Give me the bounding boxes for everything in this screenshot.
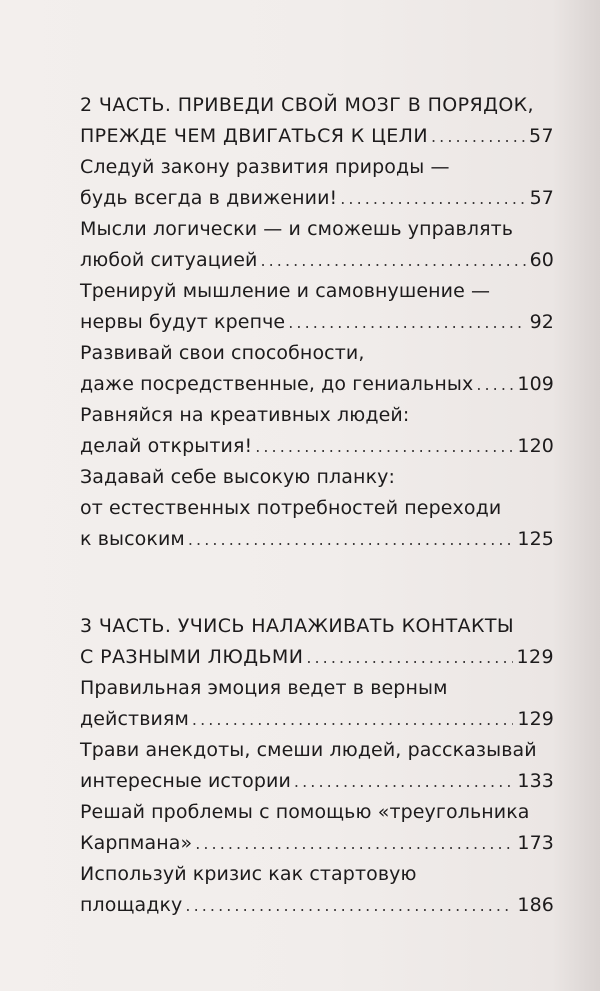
entry-text: любой ситуацией bbox=[80, 249, 258, 271]
page-number: 92 bbox=[529, 311, 554, 333]
entry-line bbox=[80, 524, 554, 555]
toc-entry bbox=[80, 152, 554, 214]
page-number: 60 bbox=[529, 249, 554, 271]
entry-text: действиям bbox=[80, 708, 189, 730]
dot-leader bbox=[340, 183, 525, 214]
entry-line bbox=[80, 431, 554, 462]
table-of-contents bbox=[80, 90, 554, 921]
entry-line bbox=[80, 183, 554, 214]
page-number: 125 bbox=[517, 528, 554, 550]
page-number: 186 bbox=[517, 894, 554, 916]
entry-text: Тренируй мышление и самовнушение — bbox=[80, 280, 491, 302]
part3-title-text: 3 ЧАСТЬ. УЧИСЬ НАЛАЖИВАТЬ КОНТАКТЫ bbox=[80, 615, 515, 637]
page-number: 57 bbox=[529, 125, 554, 147]
entry-line bbox=[80, 338, 554, 369]
dot-leader bbox=[288, 307, 525, 338]
entry-line bbox=[80, 307, 554, 338]
entry-line bbox=[80, 735, 554, 766]
entry-text: Карпмана» bbox=[80, 832, 193, 854]
part3-title-line2 bbox=[80, 642, 554, 673]
entry-line bbox=[80, 828, 554, 859]
toc-entry bbox=[80, 338, 554, 400]
toc-entry bbox=[80, 797, 554, 859]
part2-title-text: ПРЕЖДЕ ЧЕМ ДВИГАТЬСЯ К ЦЕЛИ bbox=[80, 125, 428, 147]
entry-text: интересные истории bbox=[80, 770, 291, 792]
entry-text: Трави анекдоты, смеши людей, рассказывай bbox=[80, 739, 537, 761]
dot-leader bbox=[476, 369, 513, 400]
entry-text: Правильная эмоция ведет в верным bbox=[80, 677, 448, 699]
dot-leader bbox=[188, 524, 514, 555]
entry-line bbox=[80, 214, 554, 245]
entry-line bbox=[80, 245, 554, 276]
entry-line bbox=[80, 493, 554, 524]
dot-leader bbox=[294, 766, 514, 797]
dot-leader bbox=[306, 642, 512, 673]
part2-title-text: 2 ЧАСТЬ. ПРИВЕДИ СВОЙ МОЗГ В ПОРЯДОК, bbox=[80, 94, 534, 116]
entry-line bbox=[80, 276, 554, 307]
entry-text: будь всегда в движении! bbox=[80, 187, 338, 209]
entry-text: Следуй закону развития природы — bbox=[80, 156, 450, 178]
toc-entry bbox=[80, 276, 554, 338]
entry-line bbox=[80, 890, 554, 921]
dot-leader bbox=[192, 704, 514, 735]
entry-text: площадку bbox=[80, 894, 183, 916]
entry-line bbox=[80, 704, 554, 735]
page-number: 129 bbox=[517, 708, 554, 730]
entry-text: делай открытия! bbox=[80, 435, 253, 457]
entry-text: нервы будут крепче bbox=[80, 311, 286, 333]
toc-entry bbox=[80, 214, 554, 276]
entry-line bbox=[80, 369, 554, 400]
page-number: 129 bbox=[516, 646, 554, 668]
section-spacer bbox=[80, 555, 554, 611]
entry-line bbox=[80, 462, 554, 493]
part2-title-line1 bbox=[80, 90, 554, 121]
entry-line bbox=[80, 400, 554, 431]
entry-text: Задавай себе высокую планку: bbox=[80, 466, 395, 488]
dot-leader bbox=[185, 890, 513, 921]
toc-entry bbox=[80, 859, 554, 921]
dot-leader bbox=[260, 245, 525, 276]
entry-line bbox=[80, 859, 554, 890]
entry-text: Развивай свои способности, bbox=[80, 342, 365, 364]
entry-text: от естественных потребностей переходи bbox=[80, 497, 502, 519]
page-number: 120 bbox=[517, 435, 554, 457]
toc-entry bbox=[80, 400, 554, 462]
page-number: 173 bbox=[517, 832, 554, 854]
dot-leader bbox=[431, 121, 525, 152]
entry-line bbox=[80, 797, 554, 828]
entry-text: даже посредственные, до гениальных bbox=[80, 373, 474, 395]
page-number: 57 bbox=[529, 187, 554, 209]
entry-text: к высоким bbox=[80, 528, 185, 550]
toc-entry bbox=[80, 735, 554, 797]
entry-text: Используй кризис как стартовую bbox=[80, 863, 417, 885]
page-number: 109 bbox=[517, 373, 554, 395]
toc-entry bbox=[80, 462, 554, 555]
entry-text: Мысли логически — и сможешь управлять bbox=[80, 218, 514, 240]
entry-line bbox=[80, 152, 554, 183]
entry-line bbox=[80, 673, 554, 704]
entry-line bbox=[80, 766, 554, 797]
entry-text: Решай проблемы с помощью «треугольника bbox=[80, 801, 530, 823]
part2-title-line2 bbox=[80, 121, 554, 152]
page-number: 133 bbox=[517, 770, 554, 792]
part3-title-text: С РАЗНЫМИ ЛЮДЬМИ bbox=[80, 646, 304, 668]
dot-leader bbox=[195, 828, 513, 859]
dot-leader bbox=[255, 431, 513, 462]
part3-title-line1 bbox=[80, 611, 554, 642]
entry-text: Равняйся на креативных людей: bbox=[80, 404, 410, 426]
toc-entry bbox=[80, 673, 554, 735]
